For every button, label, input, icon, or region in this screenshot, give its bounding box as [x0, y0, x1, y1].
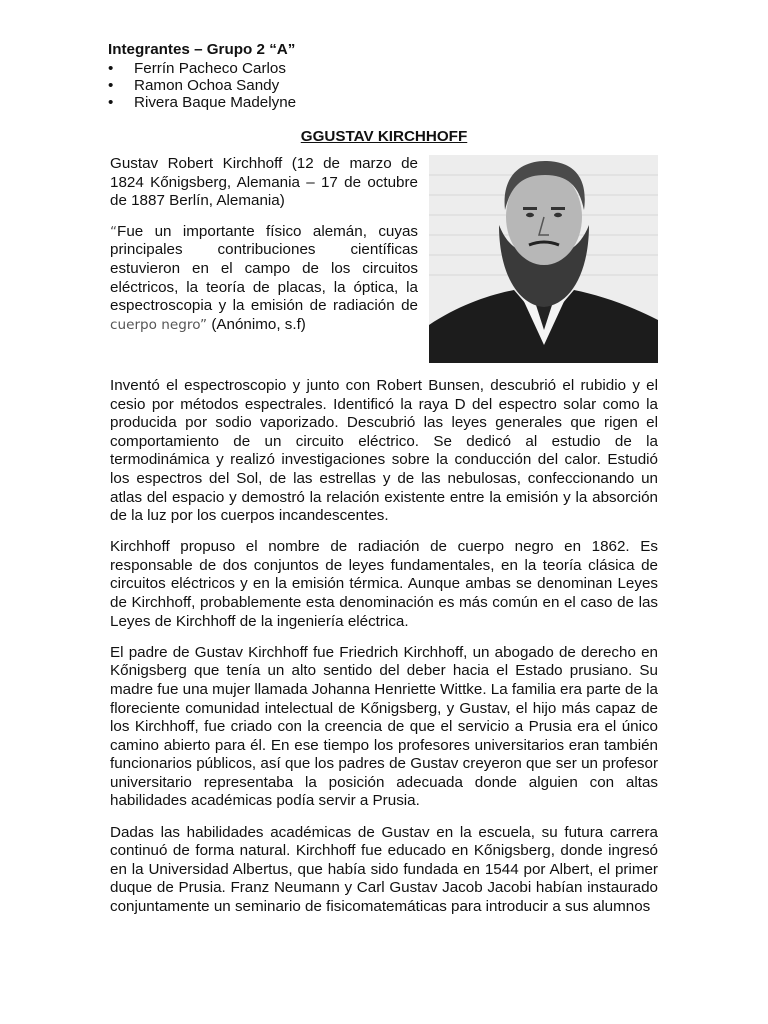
quote-body: Fue un importante físico alemán, cuyas principales contribuciones científicas estuvieron en el campo de los circuitos eléctricos, la teoría de placas, la óptica, la espectroscopia y la emisión de radiación de	[110, 222, 418, 315]
document-title-text: GGUSTAV KIRCHHOFF	[300, 128, 468, 145]
member-item	[108, 60, 668, 77]
biography-dates: Gustav Robert Kirchhoff (12 de marzo de 1824 Kőnigsberg, Alemania – 17 de octubre de 1887 Berlín, Alemania)	[110, 155, 418, 210]
quote-open-mark: “	[110, 223, 118, 240]
quote-citation: (Anónimo, s.f)	[207, 315, 306, 333]
member-name: Ramon Ochoa Sandy	[134, 77, 280, 94]
paragraph: Inventó el espectroscopio y junto con Robert Bunsen, descubrió el rubidio y el cesio por métodos espectrales. Identificó la raya D del espectro solar como la producida por sodio vaporizado. Descubrió las leyes generales que rigen el comportamiento de un circuito eléctrico. Se dedicó al estudio de la termodinámica y realizó investigaciones sobre la conducción del calor. Estudió los espectros del Sol, de las estrellas y de las nebulosas, confeccionando un atlas del espacio y demostró la relación existente entre la emisión y la absorción de la luz por los cuerpos incandescentes.	[110, 377, 658, 525]
body-text	[110, 377, 658, 929]
group-members	[108, 41, 668, 111]
paragraph: El padre de Gustav Kirchhoff fue Friedrich Kirchhoff, un abogado de derecho en Kőnigsberg que tenía un alto sentido del deber hacia el Estado prusiano. Su madre fue una mujer llamada Johanna Henriette Wittke. La familia era parte de la floreciente comunidad intelectual de Kőnigsberg, y Gustav, el hijo más capaz de los Kirchhoff, fue criado con la creencia de que el servicio a Prusia era el único camino abierto para él. En ese tiempo los profesores universitarios eran también funcionarios públicos, así que los padres de Gustav creyeron que ser un profesor universitario representaba la posición adecuada donde alguien con altas habilidades académicas podía servir a Prusia.	[110, 643, 658, 810]
member-item	[108, 94, 668, 111]
bullet-icon: •	[108, 94, 114, 111]
portrait-engraving-icon	[429, 155, 658, 363]
members-list	[108, 60, 668, 111]
members-heading: Integrantes – Grupo 2 “A”	[108, 41, 296, 58]
document-title	[0, 128, 768, 147]
intro-section	[110, 155, 418, 334]
paragraph: Kirchhoff propuso el nombre de radiación de cuerpo negro en 1862. Es responsable de dos conjuntos de leyes fundamentales, en la teoría clásica de circuitos eléctricos y en la emisión térmica. Aunque ambas se denominan Leyes de Kirchhoff, probablemente esta denominación es más común en el caso de las Leyes de Kirchhoff de la ingeniería eléctrica.	[110, 538, 658, 630]
quote-tail: cuerpo negro”	[110, 316, 208, 333]
paragraph: Dadas las habilidades académicas de Gustav en la escuela, su futura carrera continuó de forma natural. Kirchhoff fue educado en Kőnigsberg, donde ingresó en la Universidad Albertus, que había sido fundada en 1544 por Albert, el primer duque de Prusia. Franz Neumann y Carl Gustav Jacob Jacobi habían instaurado conjuntamente un seminario de fisicomatemáticas para introducir a sus alumnos	[110, 823, 658, 915]
bullet-icon: •	[108, 77, 114, 94]
quotation	[110, 223, 418, 335]
member-name: Rivera Baque Madelyne	[134, 94, 297, 111]
member-name: Ferrín Pacheco Carlos	[134, 60, 286, 77]
bullet-icon: •	[108, 60, 114, 77]
member-item	[108, 77, 668, 94]
